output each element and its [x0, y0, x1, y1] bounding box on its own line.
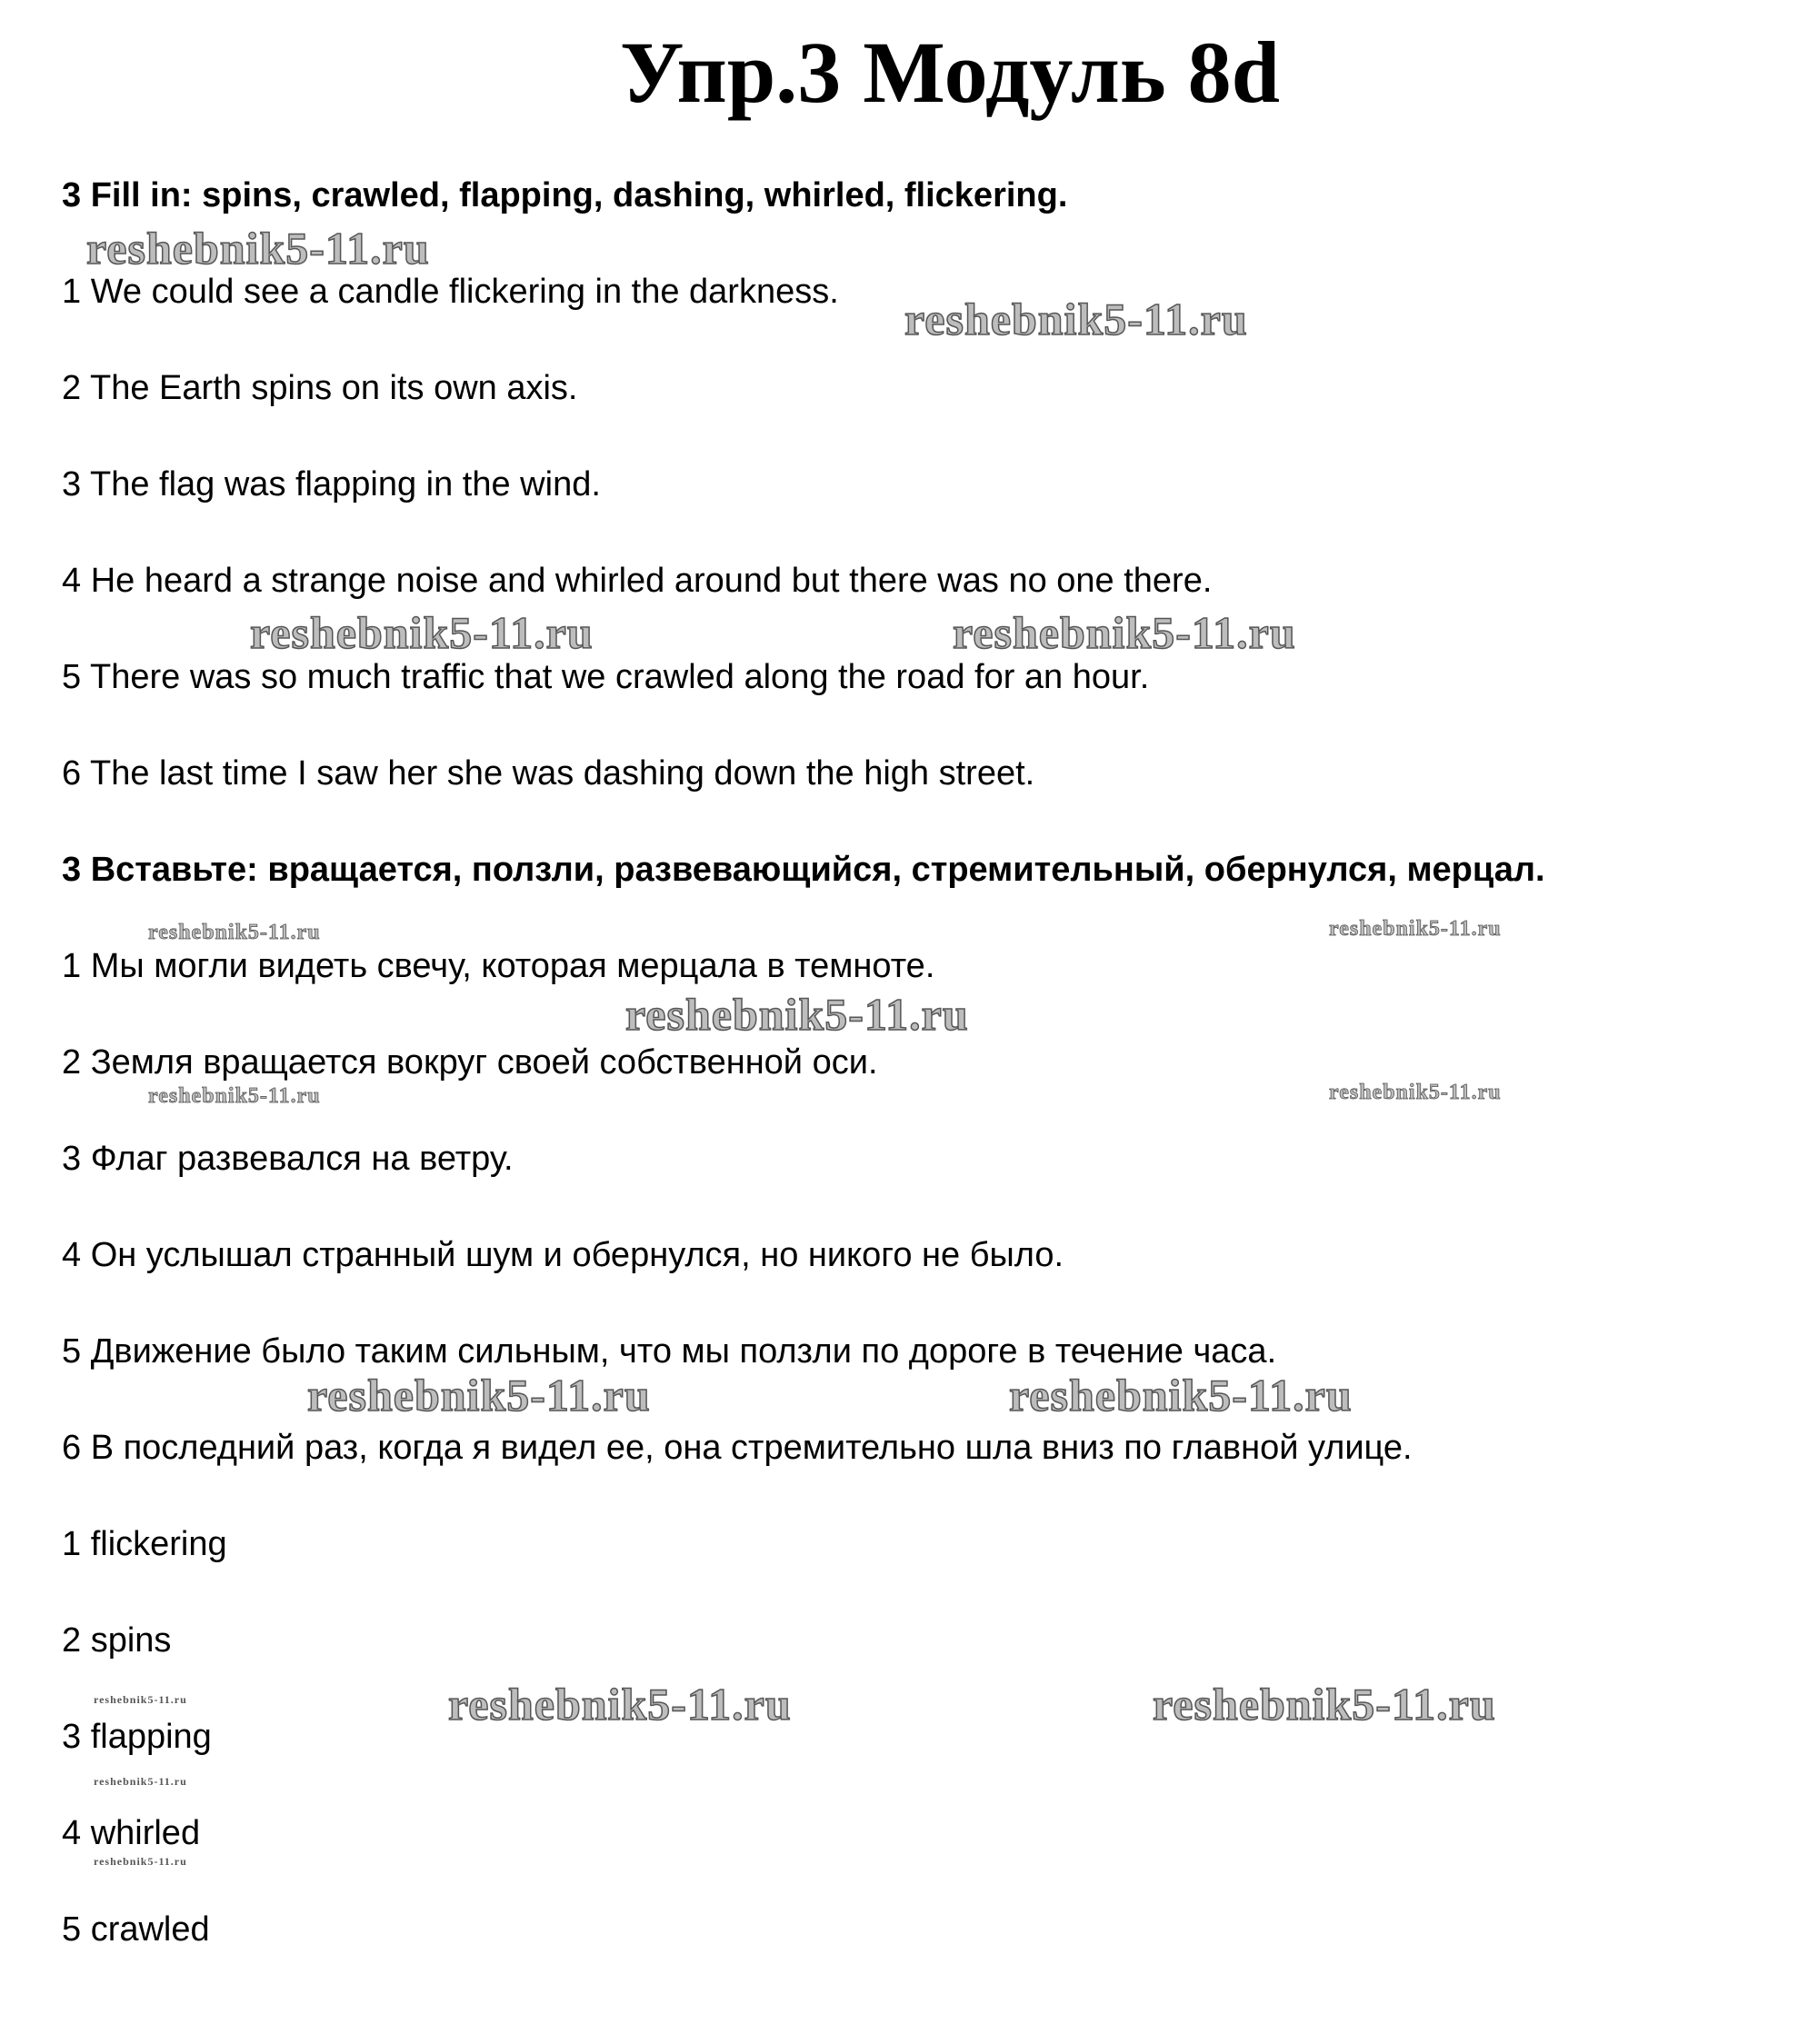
russian-exercise-heading: 3 Вставьте: вращается, ползли, развевающийся, стремительный, обернулся, мерцал.	[62, 851, 1545, 889]
russian-sentence-1: 1 Мы могли видеть свечу, которая мерцала в темноте.	[62, 947, 935, 985]
page-title: Упр.3 Модуль 8d	[619, 24, 1281, 121]
english-sentence-4: 4 He heard a strange noise and whirled around but there was no one there.	[62, 562, 1213, 600]
english-sentence-5: 5 There was so much traffic that we crawled along the road for an hour.	[62, 658, 1150, 696]
watermark: reshebnik5-11.ru	[250, 607, 594, 658]
russian-sentence-5: 5 Движение было таким сильным, что мы ползли по дороге в течение часа.	[62, 1332, 1277, 1371]
watermark: reshebnik5-11.ru	[86, 223, 430, 274]
watermark: reshebnik5-11.ru	[94, 1693, 187, 1706]
english-sentence-3: 3 The flag was flapping in the wind.	[62, 465, 601, 504]
watermark: reshebnik5-11.ru	[1329, 917, 1502, 941]
watermark: reshebnik5-11.ru	[307, 1370, 651, 1421]
watermark: reshebnik5-11.ru	[1153, 1679, 1496, 1730]
watermark: reshebnik5-11.ru	[1329, 1081, 1502, 1104]
watermark: reshebnik5-11.ru	[148, 1084, 321, 1108]
english-exercise-heading: 3 Fill in: spins, crawled, flapping, dashing, whirled, flickering.	[62, 176, 1068, 214]
watermark: reshebnik5-11.ru	[448, 1679, 792, 1730]
watermark: reshebnik5-11.ru	[94, 1775, 187, 1788]
answer-4: 4 whirled	[62, 1814, 201, 1852]
russian-sentence-2: 2 Земля вращается вокруг своей собственной оси.	[62, 1043, 878, 1082]
english-sentence-1: 1 We could see a candle flickering in the darkness.	[62, 273, 839, 311]
english-sentence-6: 6 The last time I saw her she was dashing down the high street.	[62, 754, 1035, 793]
english-sentence-2: 2 The Earth spins on its own axis.	[62, 369, 578, 407]
answer-3: 3 flapping	[62, 1718, 212, 1756]
answer-1: 1 flickering	[62, 1525, 227, 1563]
watermark: reshebnik5-11.ru	[953, 607, 1296, 658]
russian-sentence-6: 6 В последний раз, когда я видел ее, она стремительно шла вниз по главной улице.	[62, 1429, 1413, 1467]
watermark: reshebnik5-11.ru	[904, 294, 1248, 344]
watermark: reshebnik5-11.ru	[94, 1855, 187, 1868]
answer-5: 5 crawled	[62, 1910, 210, 1949]
watermark: reshebnik5-11.ru	[1009, 1370, 1353, 1421]
russian-sentence-3: 3 Флаг развевался на ветру.	[62, 1140, 514, 1178]
watermark: reshebnik5-11.ru	[148, 921, 321, 944]
watermark: reshebnik5-11.ru	[625, 989, 969, 1040]
russian-sentence-4: 4 Он услышал странный шум и обернулся, но никого не было.	[62, 1236, 1064, 1274]
answer-2: 2 spins	[62, 1621, 172, 1660]
